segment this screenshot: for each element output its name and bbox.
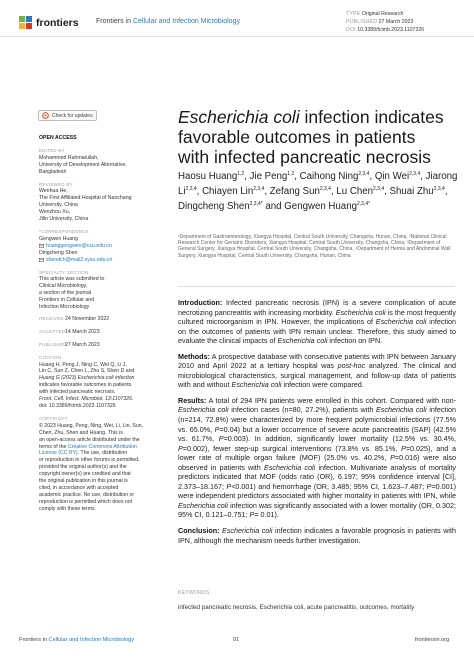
license-link[interactable]: License (CC BY). xyxy=(39,450,80,457)
article-title: Escherichia coli infection indicates favorable outcomes in patients with infected pancreatic necrosis xyxy=(178,107,444,167)
affiliations: ¹Department of Gastroenterology, Xiangya Hospital, Central South University, Changsha, Hunan, China, ²National Clinical Research Center for Geriatric Disorders, Xiangya Hospital, Central South University, Changsha, China, ³Department of General Surgery, Xiangya Hospital, Central South University, Changsha, China, ⁴Department of Hernia and Abdominal Wall Surgery, Xiangya Hospital, Central South University, Changsha, Hunan, China xyxy=(178,234,451,259)
frontiers-logo[interactable] xyxy=(19,16,79,29)
header-divider xyxy=(0,36,474,37)
author-affiliation-marker: 1,2 xyxy=(237,171,245,177)
author-name[interactable]: Gengwen Huang xyxy=(284,201,357,213)
abstract-conclusion: Conclusion: Escherichia coli infection indicates a favorable prognosis in patients with IPN, although the mechanism needs further investigation. xyxy=(178,526,456,545)
author-list: Haosu Huang$^{1,2}$, Jie Peng$^{1,2}$, Caihong Ning$^{2,3,4}$, Qin Wei$^{2,3,4}$, Jiarong Li$^{2,3,4}$, Chiayen Lin$^{2,3,4}$, Zefang Sun$^{2,3,4}$, Lu Chen$^{2,3,4}$, Shuai Zhu$^{2,3,4}$, Dingcheng Shen$^{2,3,4*}$ and Gengwen Huang$^{2,3,4*}$ xyxy=(178,171,458,213)
author-affiliation-marker: 2,3,4 xyxy=(185,186,197,193)
keywords-label: KEYWORDS xyxy=(178,590,210,596)
doi-link[interactable]: 10.3389/fcimb.2023.1107326 xyxy=(357,27,425,34)
keywords: infected pancreatic necrosis, Escherichia coli, acute pancreatitis, outcomes, mortality xyxy=(178,604,415,611)
author-affiliation-marker: 1,2 xyxy=(287,171,295,177)
author-name[interactable]: Jie Peng xyxy=(249,171,288,183)
author-name[interactable]: Dingcheng Shen xyxy=(178,201,250,213)
author-name[interactable]: Chiayen Lin xyxy=(202,186,254,198)
author-affiliation-marker: 2,3,4 xyxy=(433,186,445,193)
page-number: 01 xyxy=(233,637,240,643)
abstract-introduction: Introduction: Infected pancreatic necrosis (IPN) is a severe complication of acute necrotizing pancreatitis with increasing morbidity. Escherichia coli is the most frequently cultured microorganism in IPN. However, the implications of Escherichia coli infection on the outcomes of patients with IPN remain unclear. Therefore, this study aimed to evaluate the clinical impacts of Escherichia coli infection on IPN. xyxy=(178,298,457,346)
journal-title[interactable]: Frontiers in Cellular and Infection Microbiology xyxy=(96,18,240,25)
check-updates-button[interactable]: Check for updates xyxy=(38,110,97,121)
author-affiliation-marker: 2,3,4 xyxy=(319,186,331,193)
abstract xyxy=(178,298,456,551)
brand-name: frontiers xyxy=(36,16,79,29)
open-access-label: OPEN ACCESS xyxy=(39,135,77,141)
email-link[interactable]: shendch@mail2.sysu.edu.cn xyxy=(46,256,113,263)
mail-icon xyxy=(39,258,44,262)
footer-journal[interactable]: Frontiers in Cellular and Infection Microbiology xyxy=(19,637,135,643)
author-name[interactable]: Lu Chen xyxy=(336,186,373,198)
refresh-icon xyxy=(42,112,49,119)
article-meta: TYPE Original Research PUBLISHED 27 March 2023 DOI 10.3389/fcimb.2023.1107326 xyxy=(346,11,425,34)
author-name[interactable]: Haosu Huang xyxy=(178,171,238,183)
license-link[interactable]: Creative Commons Attribution xyxy=(67,443,137,450)
abstract-results: Results: A total of 294 IPN patients were enrolled in this cohort. Compared with non-Escherichia coli infection cases (n=80, 27.2%), patients with Escherichia coli infection (n=214, 72.8%) were characterized by more frequent polymicrobial infections (77.5% vs. 65.0%, P=0.04) but a lower occurrence of severe acute pancreatitis (SAP) (42.5% vs. 61.7%, P=0.003). In addition, significantly lower mortality (12.5% vs. 30.4%, P=0.002), fewer step-up surgical interventions (73.8% vs. 85.1%, P=0.025), and a lower rate of multiple organ failure (MOF) (25.0% vs. 40.2%, P=0.016) were also observed in patients with Escherichia coli infection. Multivariate analysis of mortality predictors indicated that MOF (odds ratio (OR), 6.197; 95% confidence interval [CI], 2.373–18.167; P<0.001) and hemorrhage (OR, 3.485; 95% CI, 1.623–7.487; P=0.001) were independent predictors associated with higher mortality in patients with IPN, while Escherichia coli infection was significantly associated with a lower mortality (OR, 0.302; 95% CI, 0.121–0.751; P= 0.01). xyxy=(178,395,457,520)
author-name[interactable]: Qin Wei xyxy=(374,171,410,183)
author-name[interactable]: Zefang Sun xyxy=(269,186,320,198)
author-affiliation-marker: 2,3,4 xyxy=(409,171,421,177)
author-name[interactable]: Shuai Zhu xyxy=(389,186,434,198)
site-link[interactable]: frontiersin.org xyxy=(415,637,450,643)
email-link[interactable]: huanggengwen@csu.edu.cn xyxy=(46,242,112,249)
author-affiliation-marker: 2,3,4 xyxy=(358,171,370,177)
sidebar: OPEN ACCESS EDITED BY Mohammed Rahmatullah, University of Development Alternative, Bangladesh REVIEWED BY Wenhua He, The First Affiliated Hospital of Nanchang University, China Wenzhou Xu, Jilin University, China *CORRESPONDENCE Gengwen Huang huanggengwen@csu.edu.cn Dingcheng Shen shendch@mail2.sysu.edu.cn SPECIALTY SECTION This article was submitted to Clinical Microbiology, a section of the journal Frontiers in Cellular and Infection Microbiology RECEIVED24 November 2022 ACCEPTED14 March 2023 PUBLISHED27 March 2023 CITATION Huang H, Peng J, Ning C, Wei Q, Li J, Lin C, Sun Z, Chen L, Zhu S, Shen D and Huang G (2023) Escherichia coli infection indicates favorable outcomes in patients with infected pancreatic necrosis. Front. Cell. Infect. Microbiol. 13:1107326. doi: 10.3389/fcimb.2023.1107326 COPYRIGHT © 2023 Huang, Peng, Ning, Wei, Li, Lin, Sun, Chen, Zhu, Shen and Huang. This is an open-access article distributed under the terms of the Creative Commons Attribution License (CC BY). The use, distribution or reproduction in other forums is permitted, provided the original author(s) and the copyright owner(s) are credited and that the original publication in this journal is cited, in accordance with accepted academic practice. No use, distribution or reproduction is permitted which does not comply with these terms. xyxy=(39,135,144,512)
author-name[interactable]: Caihong Ning xyxy=(299,171,359,183)
author-name[interactable]: Jiarong Li xyxy=(178,171,458,198)
abstract-methods: Methods: A prospective database with consecutive patients with IPN between January 2010 and April 2022 at a tertiary hospital was post-hoc analyzed. The clinical and microbiological characteristics, surgical management, and follow-up data of patients with and without Escherichia coli infection were compared. xyxy=(178,351,457,390)
author-affiliation-marker: 2,3,4 xyxy=(373,186,385,193)
abstract-divider xyxy=(178,286,455,287)
author-affiliation-marker: 2,3,4* xyxy=(356,201,371,208)
author-affiliation-marker: 2,3,4 xyxy=(253,186,265,193)
frontiers-logo-icon xyxy=(19,16,32,29)
mail-icon xyxy=(39,244,44,248)
author-affiliation-marker: 2,3,4* xyxy=(249,201,263,208)
